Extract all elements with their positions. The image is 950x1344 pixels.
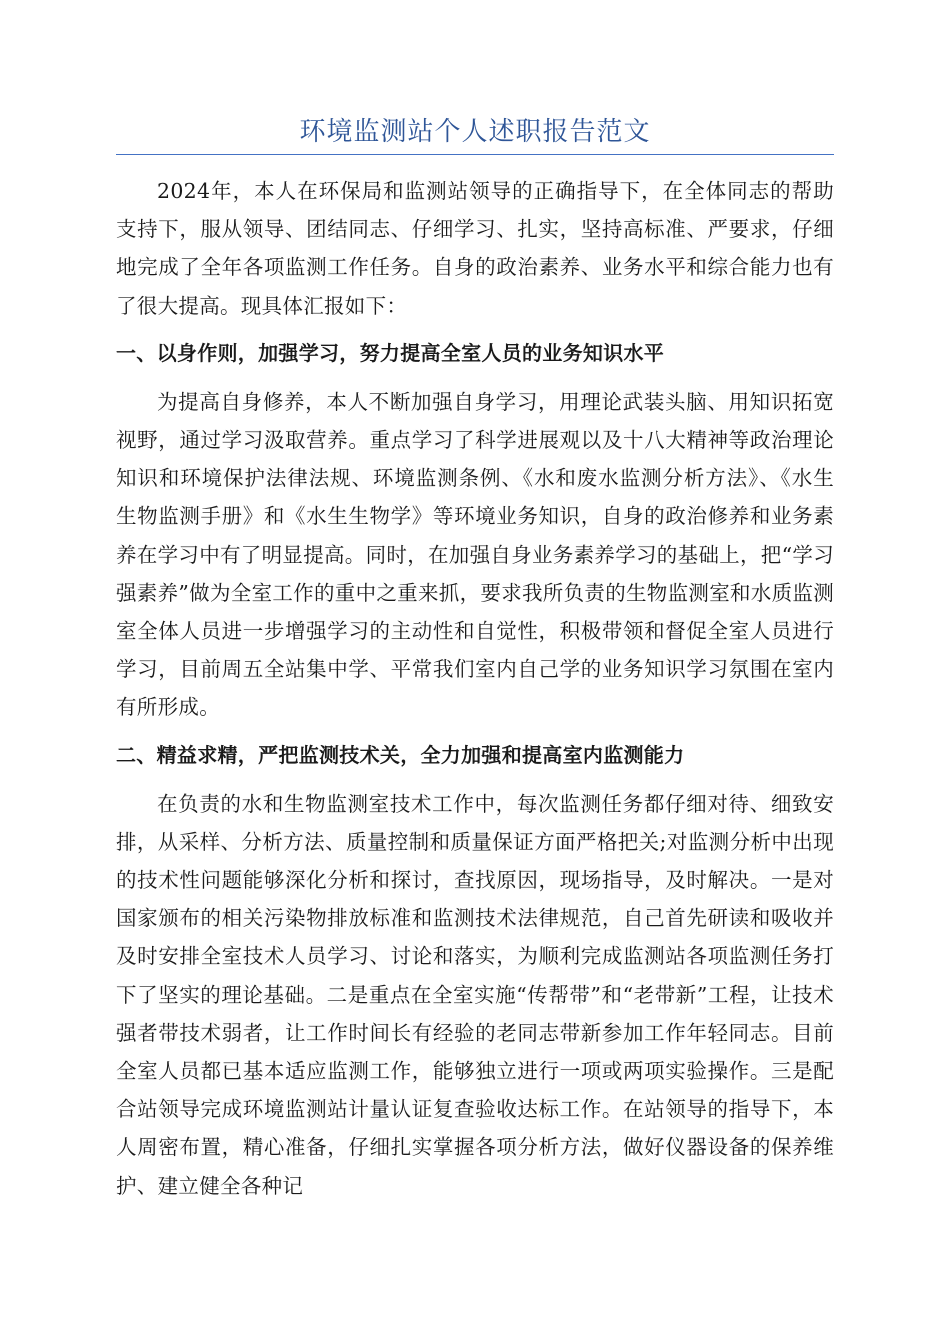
section-2-heading: 二、精益求精，严把监测技术关，全力加强和提高室内监测能力 [116,742,685,767]
section-2-paragraph: 在负责的水和生物监测室技术工作中，每次监测任务都仔细对待、细致安排，从采样、分析方法、质量控制和质量保证方面严格把关;对监测分析中出现的技术性问题能够深化分析和探讨，查找原因，现场指导，及时解决。一是对国家颁布的相关污染物排放标准和监测技术法律规范，自己首先研读和吸收并及时安排全室技术人员学习、讨论和落实，为顺利完成监测站各项监测任务打下了坚实的理论基础。二是重点在全室实施“传帮带”和“老带新”工程，让技术强者带技术弱者，让工作时间长有经验的老同志带新参加工作年轻同志。目前全室人员都已基本适应监测工作，能够独立进行一项或两项实验操作。三是配合站领导完成环境监测站计量认证复查验收达标工作。在站领导的指导下，本人周密布置，精心准备，仔细扎实掌握各项分析方法，做好仪器设备的保养维护、建立健全各种记 [116,791,834,1198]
section-1-paragraph: 为提高自身修养，本人不断加强自身学习，用理论武装头脑、用知识拓宽视野，通过学习汲取营养。重点学习了科学进展观以及十八大精神等政治理论知识和环境保护法律法规、环境监测条例、《水和废水监测分析方法》、《水生生物监测手册》和《水生生物学》等环境业务知识，自身的政治修养和业务素养在学习中有了明显提高。同时，在加强自身业务素养学习的基础上，把“学习强素养”做为全室工作的重中之重来抓，要求我所负责的生物监测室和水质监测室全体人员进一步增强学习的主动性和自觉性，积极带领和督促全室人员进行学习，目前周五全站集中学、平常我们室内自己学的业务知识学习氛围在室内有所形成。 [116,389,834,720]
document-body [116,172,834,1205]
intro-paragraph: 2024年，本人在环保局和监测站领导的正确指导下，在全体同志的帮助支持下，服从领导、团结同志、仔细学习、扎实，坚持高标准、严要求，仔细地完成了全年各项监测工作任务。自身的政治素养、业务水平和综合能力也有了很大提高。现具体汇报如下： [116,179,834,318]
title-underline [116,154,834,155]
section-1-heading: 一、以身作则，加强学习，努力提高全室人员的业务知识水平 [116,340,665,365]
document-title: 环境监测站个人述职报告范文 [299,117,651,147]
